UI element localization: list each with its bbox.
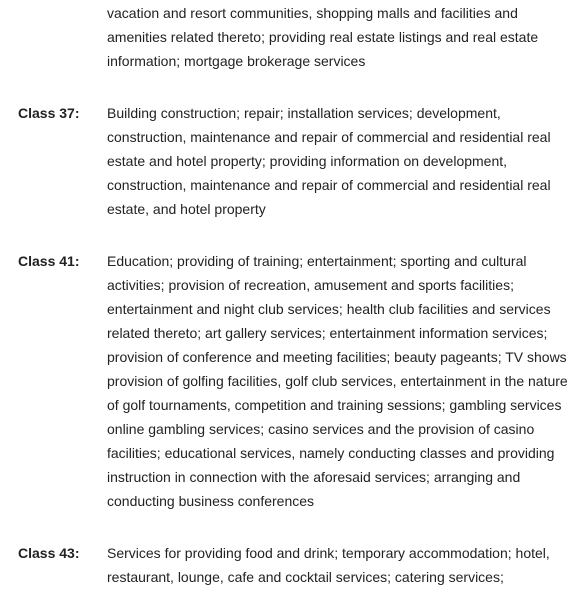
description-line: Education; providing of training; entertainment; sporting and cultural	[107, 253, 527, 269]
description-line: construction, maintenance and repair of commercial and residential real	[107, 177, 551, 193]
class-description	[107, 249, 575, 513]
class-label: Class 37:	[18, 105, 80, 121]
description-line: construction, maintenance and repair of commercial and residential real	[107, 129, 551, 145]
description-line: vacation and resort communities, shopping malls and facilities and	[107, 5, 518, 21]
description-line: conducting business conferences	[107, 493, 315, 509]
class-label: Class 41:	[18, 253, 80, 269]
class-description	[107, 541, 575, 589]
description-line: provision of golfing facilities, golf club services, entertainment in the nature	[107, 373, 568, 389]
description-line: Services for providing food and drink; temporary accommodation; hotel,	[107, 545, 550, 561]
description-line: estate and hotel property; providing information on development,	[107, 153, 508, 169]
description-line: provision of conference and meeting facilities; beauty pageants; TV shows	[107, 349, 567, 365]
description-line: estate, and hotel property	[107, 201, 266, 217]
description-line: restaurant, lounge, cafe and cocktail services; catering services;	[107, 569, 504, 585]
class-label: Class 43:	[18, 545, 80, 561]
description-line: related thereto; art gallery services; entertainment information services;	[107, 325, 548, 341]
description-line: entertainment and night club services; health club facilities and services	[107, 301, 551, 317]
description-line: information; mortgage brokerage services	[107, 53, 366, 69]
description-line: online gambling services; casino services and the provision of casino	[107, 421, 535, 437]
description-line: of golf tournaments, competition and training sessions; gambling services	[107, 397, 562, 413]
class-description	[107, 101, 575, 221]
description-line: amenities related thereto; providing real estate listings and real estate	[107, 29, 539, 45]
description-line: Building construction; repair; installation services; development,	[107, 105, 501, 121]
class-description	[107, 1, 575, 73]
description-line: instruction in connection with the aforesaid services; arranging and	[107, 469, 521, 485]
description-line: activities; provision of recreation, amusement and sports facilities;	[107, 277, 514, 293]
description-line: facilities; educational services, namely conducting classes and providing	[107, 445, 555, 461]
